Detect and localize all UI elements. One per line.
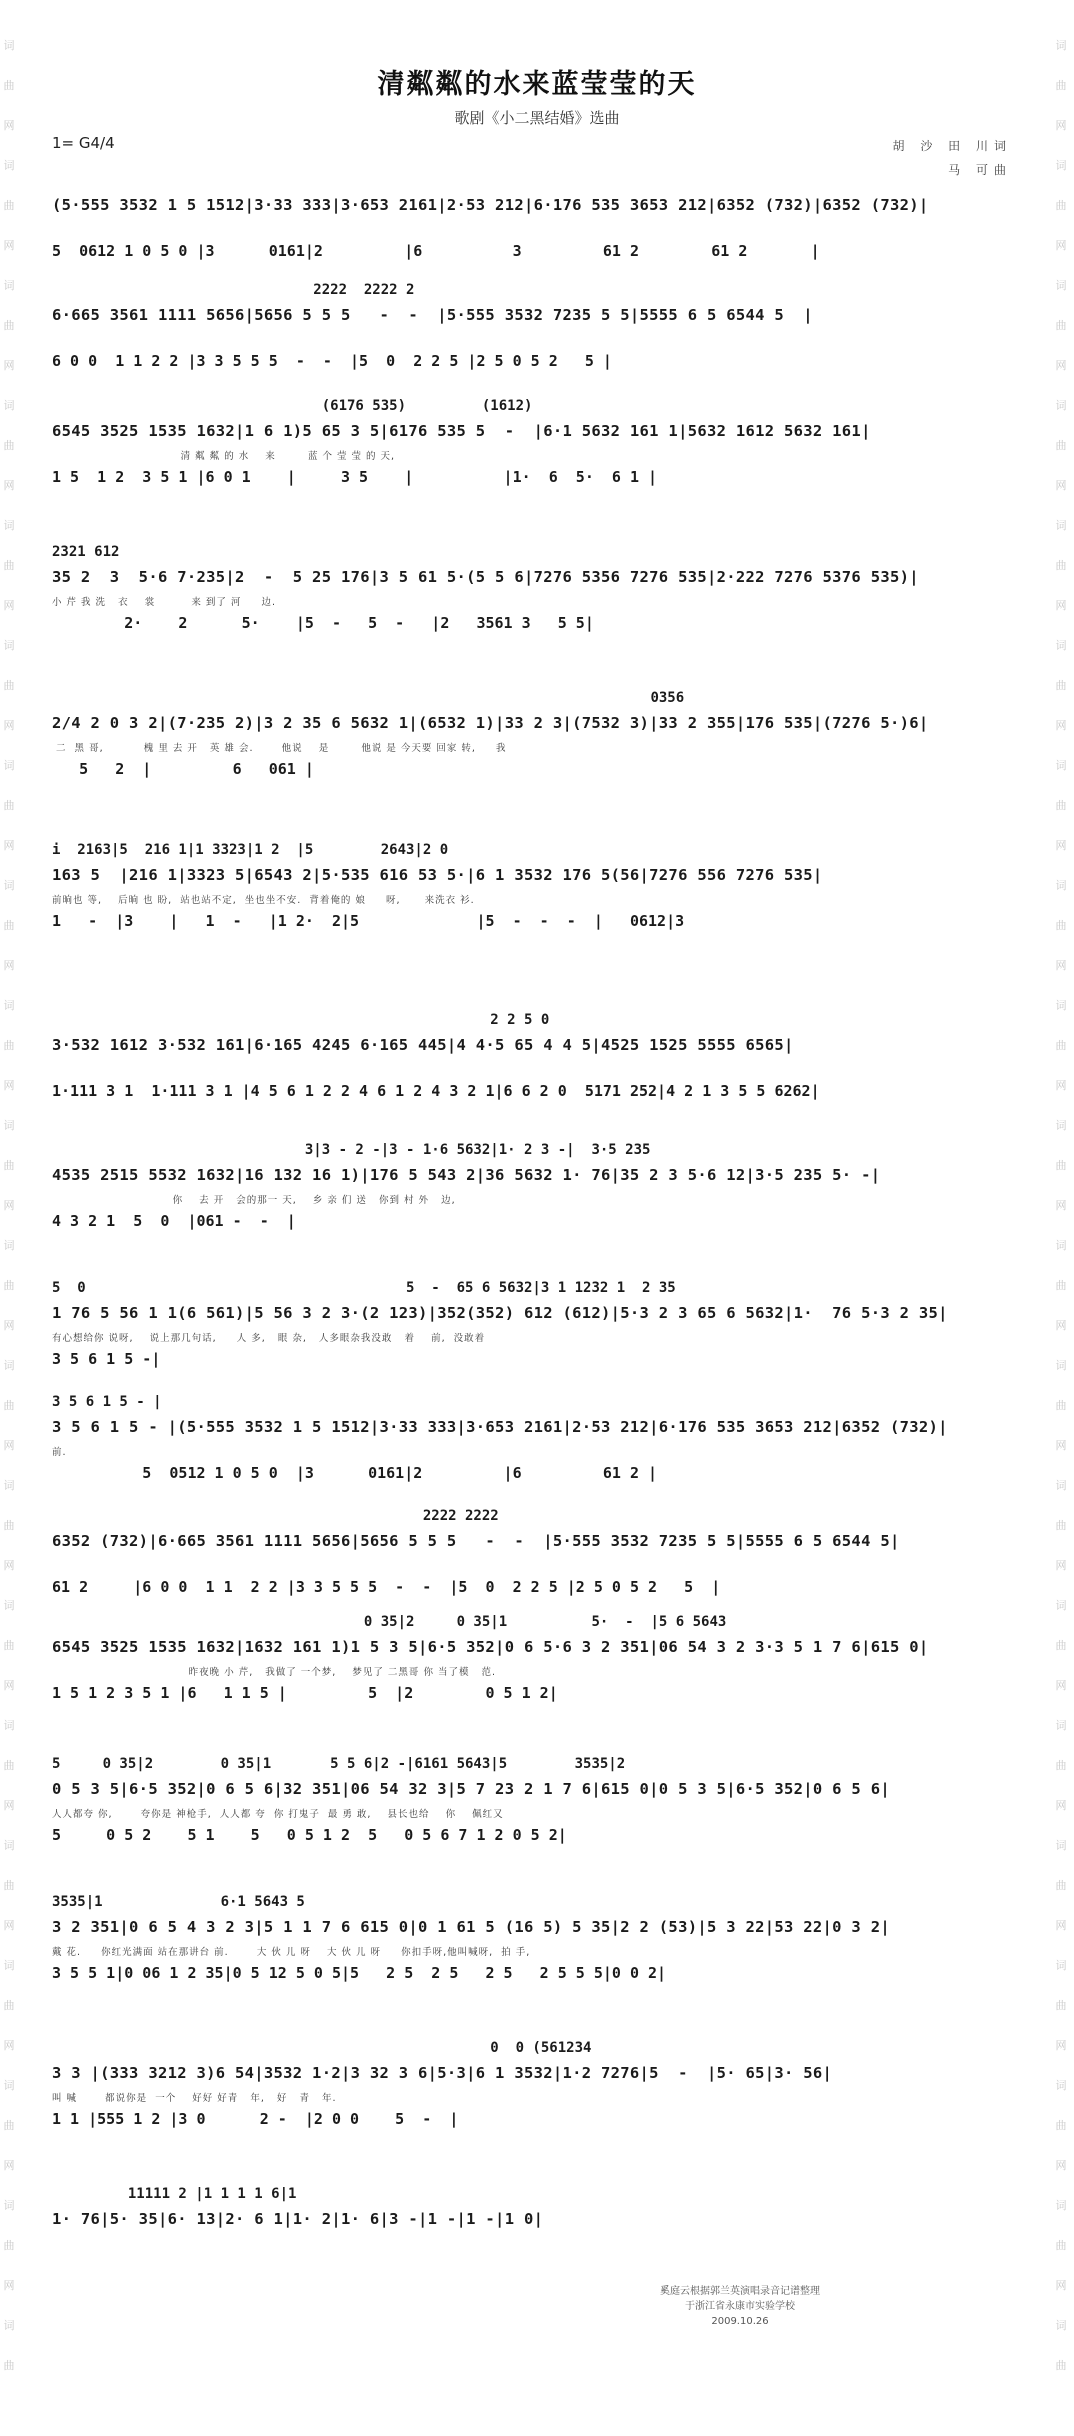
watermark-glyph: 词 [1055,1959,1067,1972]
melody-line: 35 2 3 5·6 7·235|2 - 5 25 176|3 5 61 5·(5 5 6|7276 5356 7276 535|2·222 7276 5376 535)| [52,568,919,586]
watermark-glyph: 词 [3,519,15,532]
watermark-left-column [0,0,22,2436]
watermark-glyph: 词 [1055,519,1067,532]
watermark-glyph: 词 [3,1119,15,1132]
watermark-glyph: 词 [3,1839,15,1852]
watermark-glyph: 曲 [3,919,15,932]
watermark-glyph: 网 [1055,2039,1067,2052]
watermark-glyph: 词 [3,759,15,772]
watermark-glyph: 网 [1055,359,1067,372]
watermark-glyph: 词 [1055,279,1067,292]
watermark-glyph: 曲 [3,2119,15,2132]
song-subtitle: 歌剧《小二黑结婚》选曲 [454,109,620,127]
watermark-glyph: 曲 [1055,319,1067,332]
melody-line: 3 2 351|0 6 5 4 3 2 3|5 1 1 7 6 615 0|0 1 61 5 (16 5) 5 35|2 2 (53)|5 3 22|53 22|0 3 2| [52,1918,890,1936]
upper-staff-line: 2321 612 [52,544,120,560]
upper-staff-line: 2222 2222 [52,1508,499,1524]
watermark-glyph: 曲 [3,1279,15,1292]
watermark-glyph: 曲 [3,1999,15,2012]
watermark-glyph: 曲 [1055,2119,1067,2132]
watermark-glyph: 词 [3,399,15,412]
upper-staff-line: 5 0 35|2 0 35|1 5 5 6|2 -|6161 5643|5 3535|2 [52,1756,626,1772]
watermark-glyph: 曲 [1055,679,1067,692]
watermark-glyph: 曲 [1055,1999,1067,2012]
melody-line: 3 5 6 1 5 - |(5·555 3532 1 5 1512|3·33 333|3·653 2161|2·53 212|6·176 535 3653 212|6352 (732)| [52,1418,948,1436]
upper-staff-line: 2222 2222 2 [52,282,558,298]
watermark-glyph: 曲 [3,1399,15,1412]
song-title: 清粼粼的水来蓝莹莹的天 [377,69,697,100]
watermark-glyph: 词 [3,999,15,1012]
watermark-glyph: 曲 [3,2239,15,2252]
lyrics-line: 昨夜晚 小 芹, 我做了 一个梦, 梦见了 二黑哥 你 当了模 范. [52,1667,497,1678]
accompaniment-line: 3 5 5 1|0 06 1 2 35|0 5 12 5 0 5|5 2 5 2 5 2 5 2 5 5 5|0 0 2| [52,1964,667,1982]
watermark-glyph: 曲 [3,1519,15,1532]
watermark-glyph: 词 [1055,1479,1067,1492]
melody-line: 4535 2515 5532 1632|16 132 16 1)|176 5 543 2|36 5632 1· 76|35 2 3 5·6 12|3·5 235 5· -| [52,1166,881,1184]
accompaniment-line: 1 5 1 2 3 5 1 |6 1 1 5 | 5 |2 0 5 1 2| [52,1684,558,1702]
watermark-glyph: 词 [1055,2199,1067,2212]
accompaniment-line: 1 1 |555 1 2 |3 0 2 - |2 0 0 5 - | [52,2110,459,2128]
watermark-glyph: 词 [1055,759,1067,772]
watermark-glyph: 网 [1055,1799,1067,1812]
melody-line: 3·532 1612 3·532 161|6·165 4245 6·165 445|4 4·5 65 4 4 5|4525 1525 5555 6565| [52,1036,794,1054]
upper-staff-line: 5 0 5 - 65 6 5632|3 1 1232 1 2 35 [52,1280,676,1296]
upper-staff-line: 11111 2 |1 1 1 1 6|1 [52,2186,297,2202]
accompaniment-line: 61 2 |6 0 0 1 1 2 2 |3 3 5 5 5 - - |5 0 2 2 5 |2 5 0 5 2 5 | [52,1578,721,1596]
watermark-glyph: 曲 [1055,439,1067,452]
melody-line: 0 5 3 5|6·5 352|0 6 5 6|32 351|06 54 32 3|5 7 23 2 1 7 6|615 0|0 5 3 5|6·5 352|0 6 5 6| [52,1780,890,1798]
accompaniment-line: 6 0 0 1 1 2 2 |3 3 5 5 5 - - |5 0 2 2 5 |2 5 0 5 2 5 | [52,352,612,370]
lyrics-line: 小 芹 我 洗 衣 裳 来 到了 河 边. [52,597,277,608]
melody-line: 6545 3525 1535 1632|1 6 1)5 65 3 5|6176 535 5 - |6·1 5632 161 1|5632 1612 5632 161| [52,422,871,440]
watermark-glyph: 网 [3,2159,15,2172]
watermark-glyph: 网 [3,239,15,252]
melody-line: 6352 (732)|6·665 3561 1111 5656|5656 5 5 5 - - |5·555 3532 7235 5 5|5555 6 5 6544 5| [52,1532,900,1550]
watermark-glyph: 词 [3,1359,15,1372]
melody-line: 6·665 3561 1111 5656|5656 5 5 5 - - |5·555 3532 7235 5 5|5555 6 5 6544 5 | [52,306,813,324]
watermark-glyph: 曲 [1055,199,1067,212]
lyrics-line: 清 粼 粼 的 水 来 蓝 个 莹 莹 的 天, [52,451,396,462]
upper-staff-line: 0 35|2 0 35|1 5· - |5 6 5643 [52,1614,727,1630]
footer-line: 奚庭云根据郭兰英演唱录音记谱整理 [660,2286,820,2297]
watermark-glyph: 曲 [1055,1519,1067,1532]
accompaniment-line: 5 0 5 2 5 1 5 0 5 1 2 5 0 5 6 7 1 2 0 5 2| [52,1826,567,1844]
watermark-glyph: 网 [1055,1319,1067,1332]
watermark-glyph: 词 [1055,639,1067,652]
upper-staff-line: 2 2 5 0 [52,1012,550,1028]
watermark-glyph: 网 [3,1679,15,1692]
watermark-glyph: 网 [1055,1439,1067,1452]
accompaniment-line: 1·111 3 1 1·111 3 1 |4 5 6 1 2 2 4 6 1 2 4 3 2 1|6 6 2 0 5171 252|4 2 1 3 5 5 6262| [52,1082,820,1100]
watermark-glyph: 曲 [1055,1639,1067,1652]
watermark-glyph: 曲 [3,319,15,332]
melody-line: (5·555 3532 1 5 1512|3·33 333|3·653 2161|2·53 212|6·176 535 3653 212|6352 (732)|6352 (732)| [52,196,929,214]
watermark-glyph: 网 [3,2039,15,2052]
watermark-glyph: 词 [1055,1119,1067,1132]
watermark-glyph: 网 [1055,719,1067,732]
melody-line: 6545 3525 1535 1632|1632 161 1)1 5 3 5|6·5 352|0 6 5·6 3 2 351|06 54 3 2 3·3 5 1 7 6|615 0| [52,1638,929,1656]
watermark-glyph: 曲 [3,79,15,92]
credits [893,134,1012,182]
watermark-glyph: 词 [1055,2079,1067,2092]
melody-line: 1 76 5 56 1 1(6 561)|5 56 3 2 3·(2 123)|352(352) 612 (612)|5·3 2 3 65 6 5632|1· 76 5·3 2 35| [52,1304,948,1322]
accompaniment-line: 5 0512 1 0 5 0 |3 0161|2 |6 61 2 | [52,1464,658,1482]
upper-staff-line: 0 0 (561234 [52,2040,592,2056]
watermark-glyph: 网 [1055,1679,1067,1692]
watermark-glyph: 词 [3,1959,15,1972]
watermark-glyph: 网 [1055,239,1067,252]
footer-line: 于浙江省永康市实验学校 [685,2301,795,2312]
watermark-glyph: 词 [3,1479,15,1492]
upper-staff-line: 3 5 6 1 5 - | [52,1394,162,1410]
accompaniment-line: 4 3 2 1 5 0 |061 - - | [52,1212,296,1230]
lyrics-line: 叫 喊 都说你是 一个 好好 好青 年, 好 青 年. [52,2093,337,2104]
watermark-glyph: 词 [1055,1719,1067,1732]
watermark-glyph: 曲 [1055,1159,1067,1172]
watermark-glyph: 网 [1055,959,1067,972]
watermark-glyph: 网 [3,1799,15,1812]
accompaniment-line: 5 0612 1 0 5 0 |3 0161|2 |6 3 61 2 61 2 | [52,242,820,260]
watermark-glyph: 网 [3,719,15,732]
watermark-glyph: 网 [3,1559,15,1572]
watermark-glyph: 网 [3,599,15,612]
watermark-glyph: 曲 [3,559,15,572]
upper-staff-line: 0356 [52,690,685,706]
watermark-glyph: 网 [1055,1199,1067,1212]
watermark-glyph: 网 [1055,119,1067,132]
watermark-glyph: 词 [1055,39,1067,52]
watermark-glyph: 网 [1055,599,1067,612]
watermark-glyph: 曲 [3,2359,15,2372]
accompaniment-line: 1 5 1 2 3 5 1 |6 0 1 | 3 5 | |1· 6 5· 6 1 | [52,468,658,486]
watermark-glyph: 曲 [3,1639,15,1652]
watermark-glyph: 曲 [1055,559,1067,572]
watermark-glyph: 网 [1055,2159,1067,2172]
watermark-glyph: 网 [1055,1919,1067,1932]
watermark-glyph: 曲 [1055,79,1067,92]
key-signature: 1= G4/4 [52,134,115,152]
watermark-glyph: 网 [1055,1559,1067,1572]
watermark-glyph: 网 [1055,1079,1067,1092]
watermark-glyph: 曲 [3,799,15,812]
watermark-glyph: 曲 [1055,919,1067,932]
upper-staff-line: i 2163|5 216 1|1 3323|1 2 |5 2643|2 0 [52,842,449,858]
watermark-glyph: 网 [3,1919,15,1932]
watermark-glyph: 曲 [3,439,15,452]
watermark-glyph: 曲 [1055,1759,1067,1772]
watermark-glyph: 词 [3,279,15,292]
watermark-glyph: 曲 [1055,1399,1067,1412]
watermark-glyph: 词 [1055,1599,1067,1612]
watermark-glyph: 网 [3,1079,15,1092]
accompaniment-line: 3 5 6 1 5 -| [52,1350,161,1368]
lyricist-credit: 胡 沙 田 川词 [892,139,1012,153]
melody-line: 2/4 2 0 3 2|(7·235 2)|3 2 35 6 5632 1|(6532 1)|33 2 3|(7532 3)|33 2 355|176 535|(7276 5·)6| [52,714,929,732]
watermark-glyph: 词 [1055,159,1067,172]
lyrics-line: 二 黑 哥, 槐 里 去 开 英 雄 会. 他说 是 他说 是 今天要 回家 转, 我 [52,743,507,754]
watermark-glyph: 词 [1055,1359,1067,1372]
watermark-glyph: 曲 [1055,2359,1067,2372]
watermark-glyph: 曲 [1055,799,1067,812]
accompaniment-line: 2· 2 5· |5 - 5 - |2 3561 3 5 5| [52,614,594,632]
accompaniment-line: 5 2 | 6 061 | [52,760,314,778]
watermark-glyph: 曲 [1055,2239,1067,2252]
watermark-glyph: 词 [1055,999,1067,1012]
lyrics-line: 有心想给你 说呀, 说上那几句话, 人 多, 眼 杂, 人多眼杂我没敢 着 前, 没敢着 [52,1333,486,1344]
watermark-glyph: 网 [1055,2279,1067,2292]
accompaniment-line: 1 - |3 | 1 - |1 2· 2|5 |5 - - - | 0612|3 [52,912,685,930]
upper-staff-line: (6176 535) (1612) [52,398,626,414]
upper-staff-line: 3535|1 6·1 5643 5 [52,1894,305,1910]
lyrics-line: 前晌也 等, 后晌 也 盼, 站也站不定, 坐也坐不安. 背着俺的 娘 呀, 来洗衣 衫. [52,895,475,906]
watermark-glyph: 词 [3,639,15,652]
melody-line: 3 3 |(333 3212 3)6 54|3532 1·2|3 32 3 6|5·3|6 1 3532|1·2 7276|5 - |5· 65|3· 56| [52,2064,833,2082]
score-header [0,62,1074,128]
watermark-glyph: 网 [1055,479,1067,492]
watermark-glyph: 曲 [1055,1039,1067,1052]
watermark-glyph: 词 [3,1719,15,1732]
watermark-glyph: 网 [3,359,15,372]
watermark-glyph: 网 [3,959,15,972]
watermark-glyph: 网 [3,2279,15,2292]
watermark-glyph: 网 [3,1439,15,1452]
lyrics-line: 你 去 开 会的那一 天, 乡 亲 们 送 你到 村 外 边, [52,1195,456,1206]
transcriber-footer [560,2284,920,2329]
watermark-glyph: 网 [3,839,15,852]
watermark-glyph: 曲 [3,199,15,212]
watermark-glyph: 曲 [1055,1879,1067,1892]
lyrics-line: 人人都夸 你, 夸你是 神枪手, 人人都 夸 你 打鬼子 最 勇 敢, 县长也给 你 佩红又 [52,1809,504,1820]
lyrics-line: 前. [52,1447,67,1458]
watermark-glyph: 网 [3,479,15,492]
watermark-right-column [1052,0,1074,2436]
watermark-glyph: 曲 [1055,1279,1067,1292]
watermark-glyph: 曲 [3,1879,15,1892]
watermark-glyph: 词 [3,1239,15,1252]
lyrics-line: 戴 花. 你红光满面 站在那讲台 前. 大 伙 儿 呀 大 伙 儿 呀 你扣手呀,他叫喊呀, 拍 手, [52,1947,531,1958]
composer-credit: 马 可曲 [948,163,1012,177]
watermark-glyph: 网 [3,1199,15,1212]
melody-line: 1· 76|5· 35|6· 13|2· 6 1|1· 2|1· 6|3 -|1 -|1 -|1 0| [52,2210,544,2228]
watermark-glyph: 曲 [3,1159,15,1172]
watermark-glyph: 词 [1055,2319,1067,2332]
watermark-glyph: 曲 [3,1039,15,1052]
watermark-glyph: 曲 [3,1759,15,1772]
melody-line: 163 5 |216 1|3323 5|6543 2|5·535 616 53 5·|6 1 3532 176 5(56|7276 556 7276 535| [52,866,823,884]
watermark-glyph: 网 [3,1319,15,1332]
upper-staff-line: 3|3 - 2 -|3 - 1·6 5632|1· 2 3 -| 3·5 235 [52,1142,651,1158]
watermark-glyph: 词 [3,2079,15,2092]
watermark-glyph: 词 [3,2319,15,2332]
watermark-glyph: 网 [1055,839,1067,852]
watermark-glyph: 词 [3,159,15,172]
footer-line: 2009.10.26 [711,2316,769,2327]
watermark-glyph: 词 [3,1599,15,1612]
watermark-glyph: 词 [1055,1239,1067,1252]
watermark-glyph: 词 [1055,399,1067,412]
watermark-glyph: 词 [3,879,15,892]
watermark-glyph: 词 [3,39,15,52]
watermark-glyph: 曲 [3,679,15,692]
watermark-glyph: 网 [3,119,15,132]
watermark-glyph: 词 [1055,879,1067,892]
watermark-glyph: 词 [1055,1839,1067,1852]
watermark-glyph: 词 [3,2199,15,2212]
